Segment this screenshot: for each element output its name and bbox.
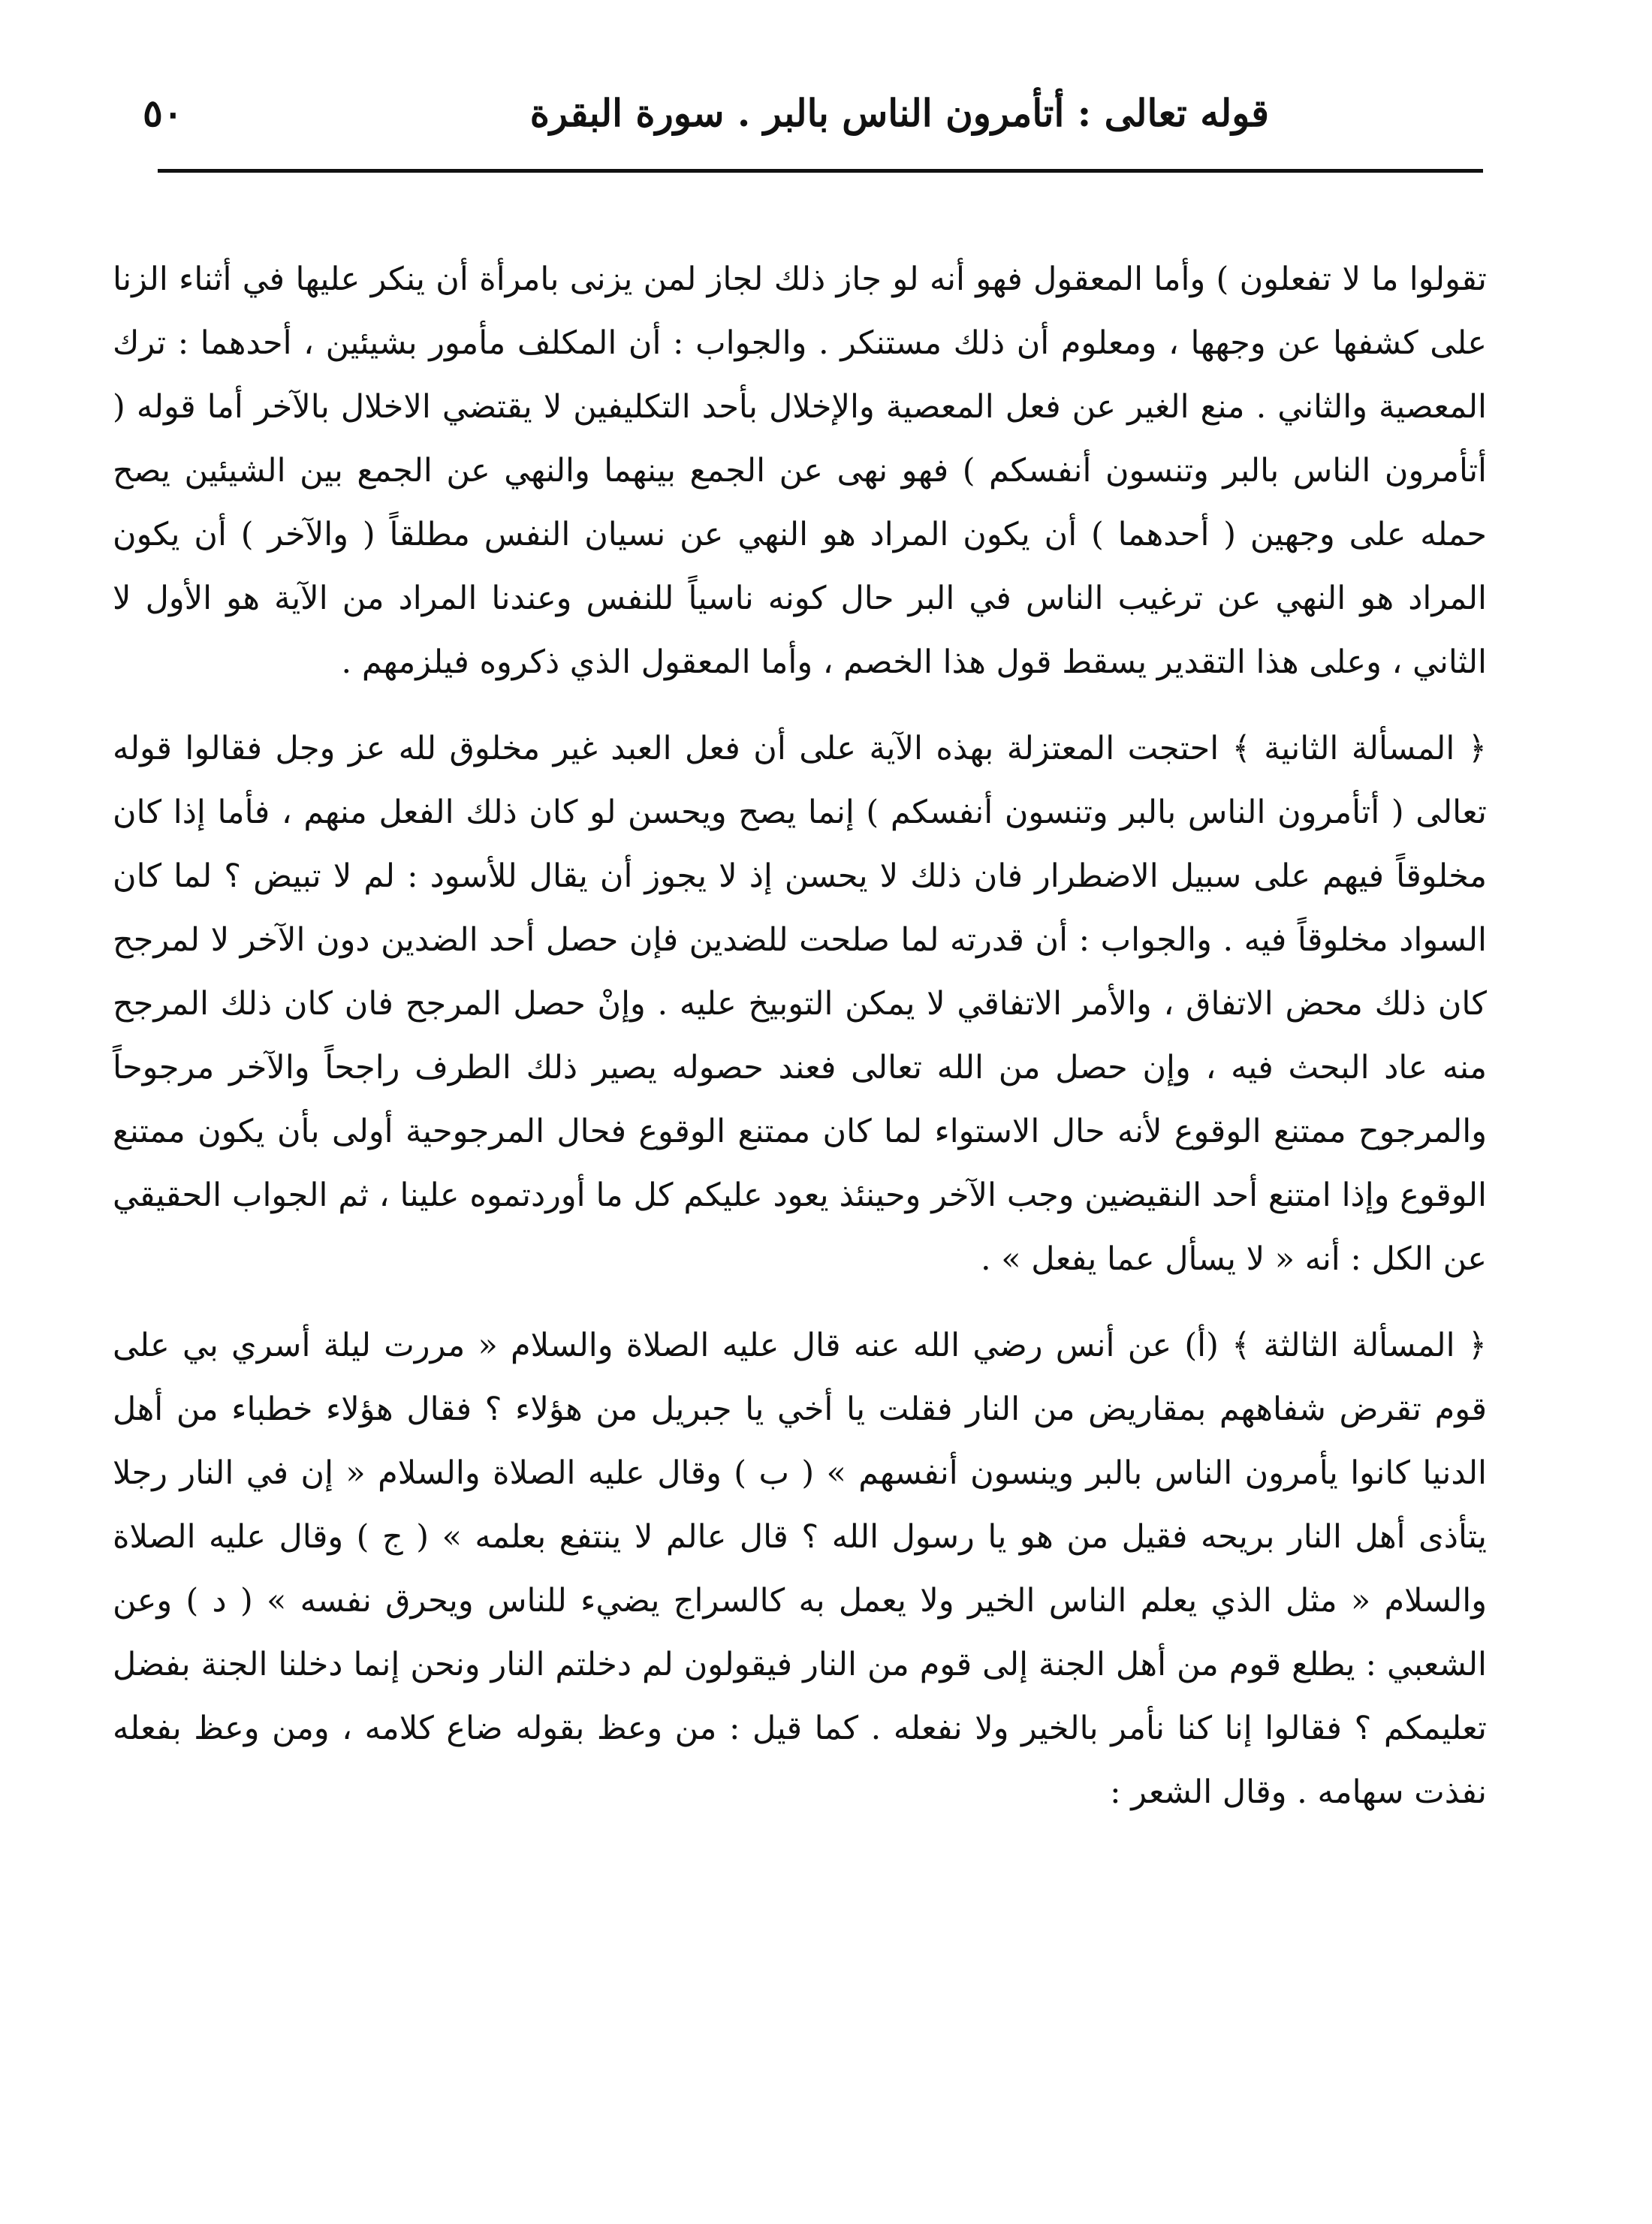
page-header — [120, 83, 1494, 150]
paragraph-3-masala-thalitha: ﴿ المسألة الثالثة ﴾ (أ) عن أنس رضي الله عنه قال عليه الصلاة والسلام « مررت ليلة أسري بي على قوم تقرض شفاههم بمقاريض من النار فقلت يا أخي يا جبريل من هؤلاء ؟ فقال هؤلاء خطباء من أهل الدنيا كانوا يأمرون الناس بالبر وينسون أنفسهم » ( ب ) وقال عليه الصلاة والسلام « إن في النار رجلا يتأذى أهل النار بريحه فقيل من هو يا رسول الله ؟ قال عالم لا ينتفع بعلمه » ( ج ) وقال عليه الصلاة والسلام « مثل الذي يعلم الناس الخير ولا يعمل به كالسراج يضيء للناس ويحرق نفسه » ( د ) وعن الشعبي : يطلع قوم من أهل الجنة إلى قوم من النار فيقولون لم دخلتم النار ونحن إنما دخلنا الجنة بفضل تعليمكم ؟ فقالوا إنا كنا نأمر بالخير ولا نفعله . كما قيل : من وعظ بقوله ضاع كلامه ، ومن وعظ بفعله نفذت سهامه . وقال الشعر : — [113, 1327, 1488, 1811]
running-title: قوله تعالى : أتأمرون الناس بالبر . سورة البقرة — [529, 91, 1269, 135]
main-text — [113, 248, 1487, 1825]
paragraph-1: تقولوا ما لا تفعلون ) وأما المعقول فهو أنه لو جاز ذلك لجاز لمن يزنى بامرأة أن ينكر عليها في أثناء الزنا على كشفها عن وجهها ، ومعلوم أن ذلك مستنكر . والجواب : أن المكلف مأمور بشيئين ، أحدهما : ترك المعصية والثاني . منع الغير عن فعل المعصية والإخلال بأحد التكليفين لا يقتضي الاخلال بالآخر أما قوله ( أتأمرون الناس بالبر وتنسون أنفسكم ) فهو نهى عن الجمع بينهما والنهي عن الجمع بين الشيئين يصح حمله على وجهين ( أحدهما ) أن يكون المراد هو النهي عن نسيان النفس مطلقاً ( والآخر ) أن يكون المراد هو النهي عن ترغيب الناس في البر حال كونه ناسياً للنفس وعندنا المراد من الآية هو الأول لا الثاني ، وعلى هذا التقدير يسقط قول هذا الخصم ، وأما المعقول الذي ذكروه فيلزمهم . — [113, 261, 1488, 681]
header-divider — [158, 169, 1483, 173]
paragraph-2-masala-thaniya: ﴿ المسألة الثانية ﴾ احتجت المعتزلة بهذه الآية على أن فعل العبد غير مخلوق لله عز وجل فقالوا قوله تعالى ( أتأمرون الناس بالبر وتنسون أنفسكم ) إنما يصح ويحسن لو كان ذلك الفعل منهم ، فأما إذا كان مخلوقاً فيهم على سبيل الاضطرار فان ذلك لا يحسن إذ لا يجوز أن يقال للأسود : لم لا تبيض ؟ لما كان السواد مخلوقاً فيه . والجواب : أن قدرته لما صلحت للضدين فإن حصل أحد الضدين دون الآخر لا لمرجح كان ذلك محض الاتفاق ، والأمر الاتفاقي لا يمكن التوبيخ عليه . وإنْ حصل المرجح فان كان ذلك المرجح منه عاد البحث فيه ، وإن حصل من الله تعالى فعند حصوله يصير ذلك الطرف راجحاً والآخر مرجوحاً والمرجوح ممتنع الوقوع لأنه حال الاستواء لما كان ممتنع الوقوع فحال المرجوحية أولى بأن يكون ممتنع الوقوع وإذا امتنع أحد النقيضين وجب الآخر وحينئذ يعود عليكم كل ما أوردتموه علينا ، ثم الجواب الحقيقي عن الكل : أنه « لا يسأل عما يفعل » . — [113, 730, 1487, 1278]
page-number: ٥٠ — [143, 91, 183, 135]
